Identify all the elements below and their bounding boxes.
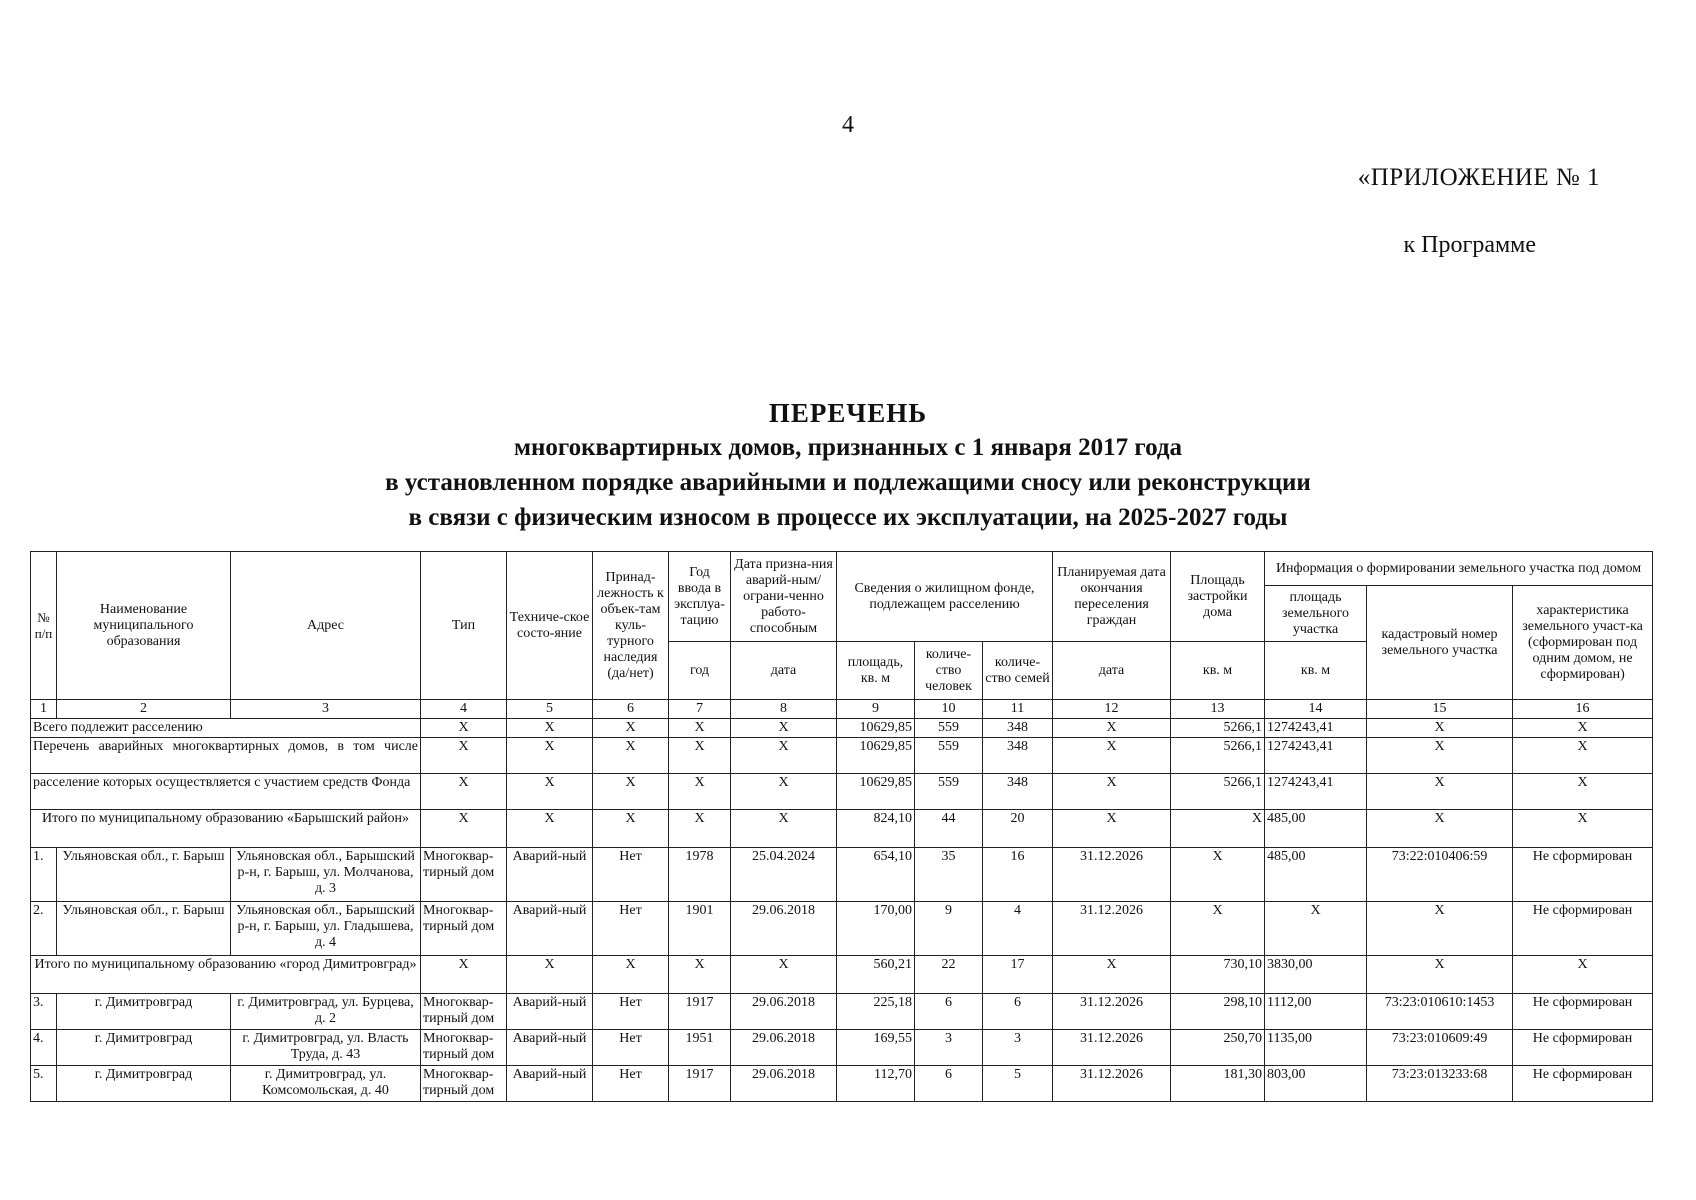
header-condition: Техниче-ское состо-яние: [507, 552, 593, 700]
table-cell: 1274243,41: [1265, 719, 1367, 738]
header-housing-group: Сведения о жилищном фонде, подлежащем расселению: [837, 552, 1053, 642]
table-row: [31, 994, 1653, 1030]
header-people: количе-ство человек: [915, 642, 983, 700]
header-families: количе-ство семей: [983, 642, 1053, 700]
type-cell: Многоквар-тирный дом: [421, 1030, 507, 1066]
summary-list-row: [31, 738, 1653, 774]
header-cadastral: кадастровый номер земельного участка: [1367, 586, 1513, 700]
families-cell: 3: [983, 1030, 1053, 1066]
column-number: 2: [57, 700, 231, 719]
table-cell: X: [1513, 738, 1653, 774]
column-number: 9: [837, 700, 915, 719]
building-area-cell: X: [1171, 848, 1265, 902]
group-label: Итого по муниципальному образованию «город Димитровград»: [31, 956, 421, 994]
year-cell: 1917: [669, 1066, 731, 1102]
table-cell: X: [1513, 719, 1653, 738]
table-cell: X: [1367, 774, 1513, 810]
resettlement-date-cell: 31.12.2026: [1053, 848, 1171, 902]
column-number: 5: [507, 700, 593, 719]
table-cell: 10629,85: [837, 738, 915, 774]
land-char-cell: Не сформирован: [1513, 994, 1653, 1030]
cadastral-cell: 73:23:013233:68: [1367, 1066, 1513, 1102]
header-emergency-group: Дата призна-ния аварий-ным/ограни-ченно работо-способным: [731, 552, 837, 642]
page-number: 4: [842, 112, 854, 138]
municipality-cell: Ульяновская обл., г. Барыш: [57, 848, 231, 902]
group-row-barysh: [31, 810, 1653, 848]
table-cell: X: [507, 738, 593, 774]
table-cell: X: [669, 956, 731, 994]
table-cell: X: [507, 774, 593, 810]
table-cell: X: [669, 719, 731, 738]
table-cell: X: [507, 719, 593, 738]
year-cell: 1951: [669, 1030, 731, 1066]
table-cell: X: [421, 738, 507, 774]
year-cell: 1917: [669, 994, 731, 1030]
cadastral-cell: 73:23:010610:1453: [1367, 994, 1513, 1030]
heritage-cell: Нет: [593, 1066, 669, 1102]
table-cell: 10629,85: [837, 719, 915, 738]
header-type: Тип: [421, 552, 507, 700]
address-cell: г. Димитровград, ул. Власть Труда, д. 43: [231, 1030, 421, 1066]
date-cell: 29.06.2018: [731, 1066, 837, 1102]
table-cell: X: [593, 810, 669, 848]
type-cell: Многоквар-тирный дом: [421, 902, 507, 956]
table-row: [31, 1066, 1653, 1102]
table-cell: X: [421, 774, 507, 810]
table-cell: 559: [915, 774, 983, 810]
table-cell: X: [593, 719, 669, 738]
houses-table: [30, 551, 1653, 1102]
column-number: 12: [1053, 700, 1171, 719]
table-cell: X: [669, 774, 731, 810]
table-cell: X: [421, 719, 507, 738]
address-cell: Ульяновская обл., Барышский р-н, г. Барыш, ул. Молчанова, д. 3: [231, 848, 421, 902]
row-number: 4.: [31, 1030, 57, 1066]
area-cell: 170,00: [837, 902, 915, 956]
table-cell: 10629,85: [837, 774, 915, 810]
table-cell: 560,21: [837, 956, 915, 994]
table-cell: 348: [983, 719, 1053, 738]
table-cell: X: [1367, 738, 1513, 774]
header-address: Адрес: [231, 552, 421, 700]
area-cell: 169,55: [837, 1030, 915, 1066]
date-cell: 25.04.2024: [731, 848, 837, 902]
type-cell: Многоквар-тирный дом: [421, 1066, 507, 1102]
year-cell: 1978: [669, 848, 731, 902]
column-number: 16: [1513, 700, 1653, 719]
table-cell: X: [421, 956, 507, 994]
column-numbers-row: [31, 700, 1653, 719]
appendix-subtitle: к Программе: [1403, 232, 1536, 258]
table-cell: X: [669, 810, 731, 848]
condition-cell: Аварий-ный: [507, 1030, 593, 1066]
municipality-cell: г. Димитровград: [57, 1066, 231, 1102]
header-building-area-group: Площадь застройки дома: [1171, 552, 1265, 642]
table-cell: 20: [983, 810, 1053, 848]
table-cell: X: [593, 774, 669, 810]
table-cell: X: [1053, 738, 1171, 774]
people-cell: 6: [915, 994, 983, 1030]
table-row: [31, 848, 1653, 902]
table-cell: 485,00: [1265, 810, 1367, 848]
column-number: 1: [31, 700, 57, 719]
table-cell: 824,10: [837, 810, 915, 848]
group-row-dimitrovgrad: [31, 956, 1653, 994]
resettlement-date-cell: 31.12.2026: [1053, 1030, 1171, 1066]
address-cell: Ульяновская обл., Барышский р-н, г. Барыш, ул. Гладышева, д. 4: [231, 902, 421, 956]
table-cell: X: [1171, 810, 1265, 848]
table-cell: X: [507, 956, 593, 994]
date-cell: 29.06.2018: [731, 1030, 837, 1066]
table-cell: 1274243,41: [1265, 738, 1367, 774]
column-number: 10: [915, 700, 983, 719]
people-cell: 3: [915, 1030, 983, 1066]
building-area-cell: 250,70: [1171, 1030, 1265, 1066]
table-cell: 348: [983, 738, 1053, 774]
building-area-cell: 181,30: [1171, 1066, 1265, 1102]
title-line-3: в установленном порядке аварийными и подлежащими сносу или реконструкции: [385, 469, 1311, 496]
document-title: [0, 396, 1696, 535]
column-number: 15: [1367, 700, 1513, 719]
table-cell: 5266,1: [1171, 738, 1265, 774]
resettlement-date-cell: 31.12.2026: [1053, 994, 1171, 1030]
summary-fund-row: [31, 774, 1653, 810]
table-cell: X: [1367, 956, 1513, 994]
table-cell: X: [593, 738, 669, 774]
header-area: площадь, кв. м: [837, 642, 915, 700]
table-cell: X: [1053, 810, 1171, 848]
date-cell: 29.06.2018: [731, 902, 837, 956]
table-cell: 1274243,41: [1265, 774, 1367, 810]
condition-cell: Аварий-ный: [507, 994, 593, 1030]
cadastral-cell: X: [1367, 902, 1513, 956]
group-label: Итого по муниципальному образованию «Барышский район»: [31, 810, 421, 848]
column-number: 4: [421, 700, 507, 719]
land-char-cell: Не сформирован: [1513, 1066, 1653, 1102]
table-cell: X: [1513, 810, 1653, 848]
land-char-cell: Не сформирован: [1513, 902, 1653, 956]
table-cell: X: [731, 774, 837, 810]
table-cell: X: [1053, 956, 1171, 994]
table-body: [31, 700, 1653, 1102]
families-cell: 5: [983, 1066, 1053, 1102]
land-area-cell: 803,00: [1265, 1066, 1367, 1102]
table-row: [31, 902, 1653, 956]
heritage-cell: Нет: [593, 994, 669, 1030]
table-cell: 730,10: [1171, 956, 1265, 994]
title-line-4: в связи с физическим износом в процессе их эксплуатации, на 2025-2027 годы: [408, 504, 1288, 531]
table-cell: X: [731, 738, 837, 774]
header-land-char: характеристика земельного участ-ка (сформирован под одним домом, не сформирован): [1513, 586, 1653, 700]
table-cell: 22: [915, 956, 983, 994]
land-char-cell: Не сформирован: [1513, 848, 1653, 902]
cadastral-cell: 73:22:010406:59: [1367, 848, 1513, 902]
table-cell: X: [731, 956, 837, 994]
title-line-2: многоквартирных домов, признанных с 1 января 2017 года: [513, 434, 1182, 461]
condition-cell: Аварий-ный: [507, 848, 593, 902]
table-cell: X: [731, 810, 837, 848]
row-number: 3.: [31, 994, 57, 1030]
condition-cell: Аварий-ный: [507, 1066, 593, 1102]
row-label: расселение которых осуществляется с участием средств Фонда: [31, 774, 421, 810]
land-area-cell: 1135,00: [1265, 1030, 1367, 1066]
column-number: 13: [1171, 700, 1265, 719]
header-land-sqm: кв. м: [1265, 642, 1367, 700]
header-year-group: Год ввода в эксплуа-тацию: [669, 552, 731, 642]
header-resettle-date: дата: [1053, 642, 1171, 700]
table-cell: X: [731, 719, 837, 738]
address-cell: г. Димитровград, ул. Бурцева, д. 2: [231, 994, 421, 1030]
table-cell: X: [593, 956, 669, 994]
table-cell: 559: [915, 738, 983, 774]
table-cell: X: [1053, 774, 1171, 810]
area-cell: 112,70: [837, 1066, 915, 1102]
land-char-cell: Не сформирован: [1513, 1030, 1653, 1066]
families-cell: 16: [983, 848, 1053, 902]
table-cell: 44: [915, 810, 983, 848]
header-year: год: [669, 642, 731, 700]
resettlement-date-cell: 31.12.2026: [1053, 1066, 1171, 1102]
municipality-cell: Ульяновская обл., г. Барыш: [57, 902, 231, 956]
table-row: [31, 1030, 1653, 1066]
people-cell: 9: [915, 902, 983, 956]
summary-total-row: [31, 719, 1653, 738]
column-number: 6: [593, 700, 669, 719]
municipality-cell: г. Димитровград: [57, 994, 231, 1030]
heritage-cell: Нет: [593, 848, 669, 902]
table-cell: X: [1053, 719, 1171, 738]
table-cell: X: [421, 810, 507, 848]
people-cell: 6: [915, 1066, 983, 1102]
year-cell: 1901: [669, 902, 731, 956]
header-sqm: кв. м: [1171, 642, 1265, 700]
row-number: 2.: [31, 902, 57, 956]
title-line-1: ПЕРЕЧЕНЬ: [768, 398, 928, 428]
column-number: 14: [1265, 700, 1367, 719]
table-cell: X: [1513, 774, 1653, 810]
condition-cell: Аварий-ный: [507, 902, 593, 956]
table-cell: 17: [983, 956, 1053, 994]
column-number: 7: [669, 700, 731, 719]
table-cell: 5266,1: [1171, 719, 1265, 738]
type-cell: Многоквар-тирный дом: [421, 994, 507, 1030]
table-cell: 5266,1: [1171, 774, 1265, 810]
table-header: [31, 552, 1653, 700]
heritage-cell: Нет: [593, 902, 669, 956]
people-cell: 35: [915, 848, 983, 902]
land-area-cell: X: [1265, 902, 1367, 956]
table-cell: X: [1367, 719, 1513, 738]
building-area-cell: 298,10: [1171, 994, 1265, 1030]
row-number: 1.: [31, 848, 57, 902]
building-area-cell: X: [1171, 902, 1265, 956]
land-area-cell: 1112,00: [1265, 994, 1367, 1030]
table-cell: X: [1513, 956, 1653, 994]
heritage-cell: Нет: [593, 1030, 669, 1066]
families-cell: 4: [983, 902, 1053, 956]
date-cell: 29.06.2018: [731, 994, 837, 1030]
table-cell: X: [669, 738, 731, 774]
header-date: дата: [731, 642, 837, 700]
table-cell: X: [507, 810, 593, 848]
table-cell: 3830,00: [1265, 956, 1367, 994]
appendix-title: «ПРИЛОЖЕНИЕ № 1: [1357, 164, 1600, 191]
header-land-area: площадь земельного участка: [1265, 586, 1367, 642]
cadastral-cell: 73:23:010609:49: [1367, 1030, 1513, 1066]
area-cell: 654,10: [837, 848, 915, 902]
header-heritage: Принад-лежность к объек-там куль-турного наследия (да/нет): [593, 552, 669, 700]
table-cell: 348: [983, 774, 1053, 810]
header-num: № п/п: [31, 552, 57, 700]
header-municipality: Наименование муниципального образования: [57, 552, 231, 700]
column-number: 3: [231, 700, 421, 719]
land-area-cell: 485,00: [1265, 848, 1367, 902]
resettlement-date-cell: 31.12.2026: [1053, 902, 1171, 956]
table-cell: 559: [915, 719, 983, 738]
municipality-cell: г. Димитровград: [57, 1030, 231, 1066]
address-cell: г. Димитровград, ул. Комсомольская, д. 40: [231, 1066, 421, 1102]
row-number: 5.: [31, 1066, 57, 1102]
table-cell: X: [1367, 810, 1513, 848]
column-number: 8: [731, 700, 837, 719]
row-label: Перечень аварийных многоквартирных домов, в том числе: [31, 738, 421, 774]
header-land-group: Информация о формировании земельного участка под домом: [1265, 552, 1653, 586]
row-label: Всего подлежит расселению: [31, 719, 421, 738]
column-number: 11: [983, 700, 1053, 719]
type-cell: Многоквар-тирный дом: [421, 848, 507, 902]
header-resettlement-group: Планируемая дата окончания переселения граждан: [1053, 552, 1171, 642]
area-cell: 225,18: [837, 994, 915, 1030]
families-cell: 6: [983, 994, 1053, 1030]
